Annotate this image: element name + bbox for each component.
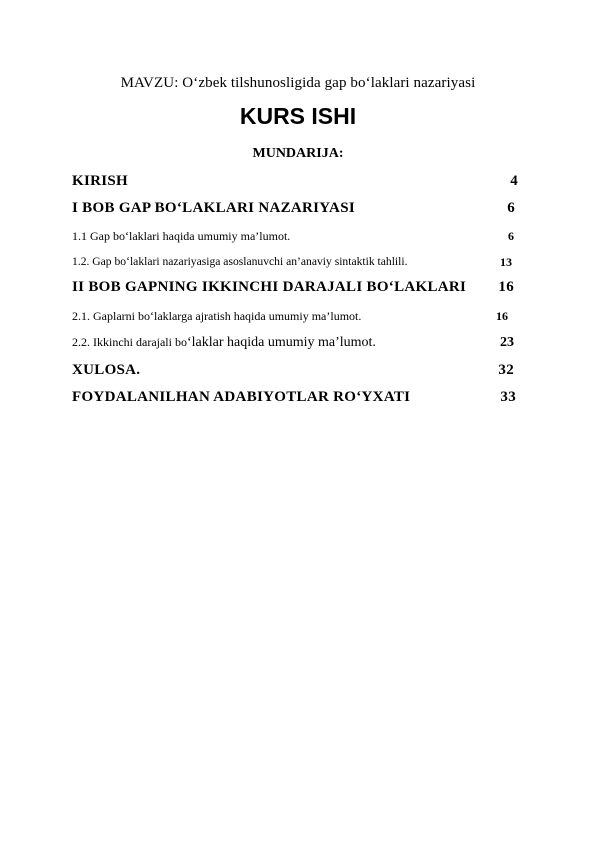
toc-entry-chapter-1 bbox=[72, 200, 518, 220]
toc-entry-page: 6 bbox=[507, 200, 515, 216]
toc-entry-section-2-2 bbox=[72, 335, 518, 355]
toc-entry-page: 33 bbox=[500, 389, 516, 405]
toc-entry-page: 6 bbox=[508, 229, 514, 243]
toc-entry-label: II BOB GAPNING IKKINCHI DARAJALI BO‘LAKLARI bbox=[72, 279, 467, 295]
toc-entry-label-end: ‘laklar haqida umumiy ma’lumot. bbox=[186, 335, 376, 350]
toc-entry-page: 4 bbox=[510, 173, 518, 189]
toc-entry-label bbox=[72, 335, 376, 351]
toc-entry-label: 1.1 Gap bo‘laklari haqida umumiy ma’lumot. bbox=[72, 229, 291, 243]
toc-entry-page: 16 bbox=[498, 279, 514, 295]
toc-entry-label: I BOB GAP BO‘LAKLARI NAZARIYASI bbox=[72, 200, 355, 216]
toc-entry-label-start: 2.2. Ikkinchi darajali bo bbox=[72, 335, 187, 349]
toc-entry-chapter-2 bbox=[72, 279, 518, 299]
toc-entry-references bbox=[72, 389, 518, 409]
subject-line: MAVZU: O‘zbek tilshunosligida gap bo‘laklari nazariyasi bbox=[120, 75, 476, 91]
toc-entry-page: 32 bbox=[498, 362, 514, 378]
toc-entry-label: FOYDALANILHAN ADABIYOTLAR RO‘YXATI bbox=[72, 389, 411, 405]
toc-entry-section-1-2 bbox=[72, 255, 518, 275]
toc-entry-introduction bbox=[72, 173, 518, 193]
toc-entry-label: KIRISH bbox=[72, 173, 128, 189]
document-title: KURS ISHI bbox=[239, 103, 357, 129]
toc-entry-label: XULOSA. bbox=[72, 362, 141, 378]
toc-entry-section-1-1 bbox=[72, 229, 518, 249]
toc-entry-conclusion bbox=[72, 362, 518, 382]
toc-entry-page: 23 bbox=[500, 335, 514, 350]
toc-entry-page: 16 bbox=[496, 309, 508, 323]
toc-entry-page: 13 bbox=[500, 255, 512, 269]
toc-entry-label: 1.2. Gap bo‘laklari nazariyasiga asoslanuvchi an’anaviy sintaktik tahlili. bbox=[72, 255, 408, 268]
toc-entry-label: 2.1. Gaplarni bo‘laklarga ajratish haqida umumiy ma’lumot. bbox=[72, 309, 362, 323]
toc-heading: MUNDARIJA: bbox=[252, 146, 344, 161]
toc-entry-section-2-1 bbox=[72, 309, 518, 329]
